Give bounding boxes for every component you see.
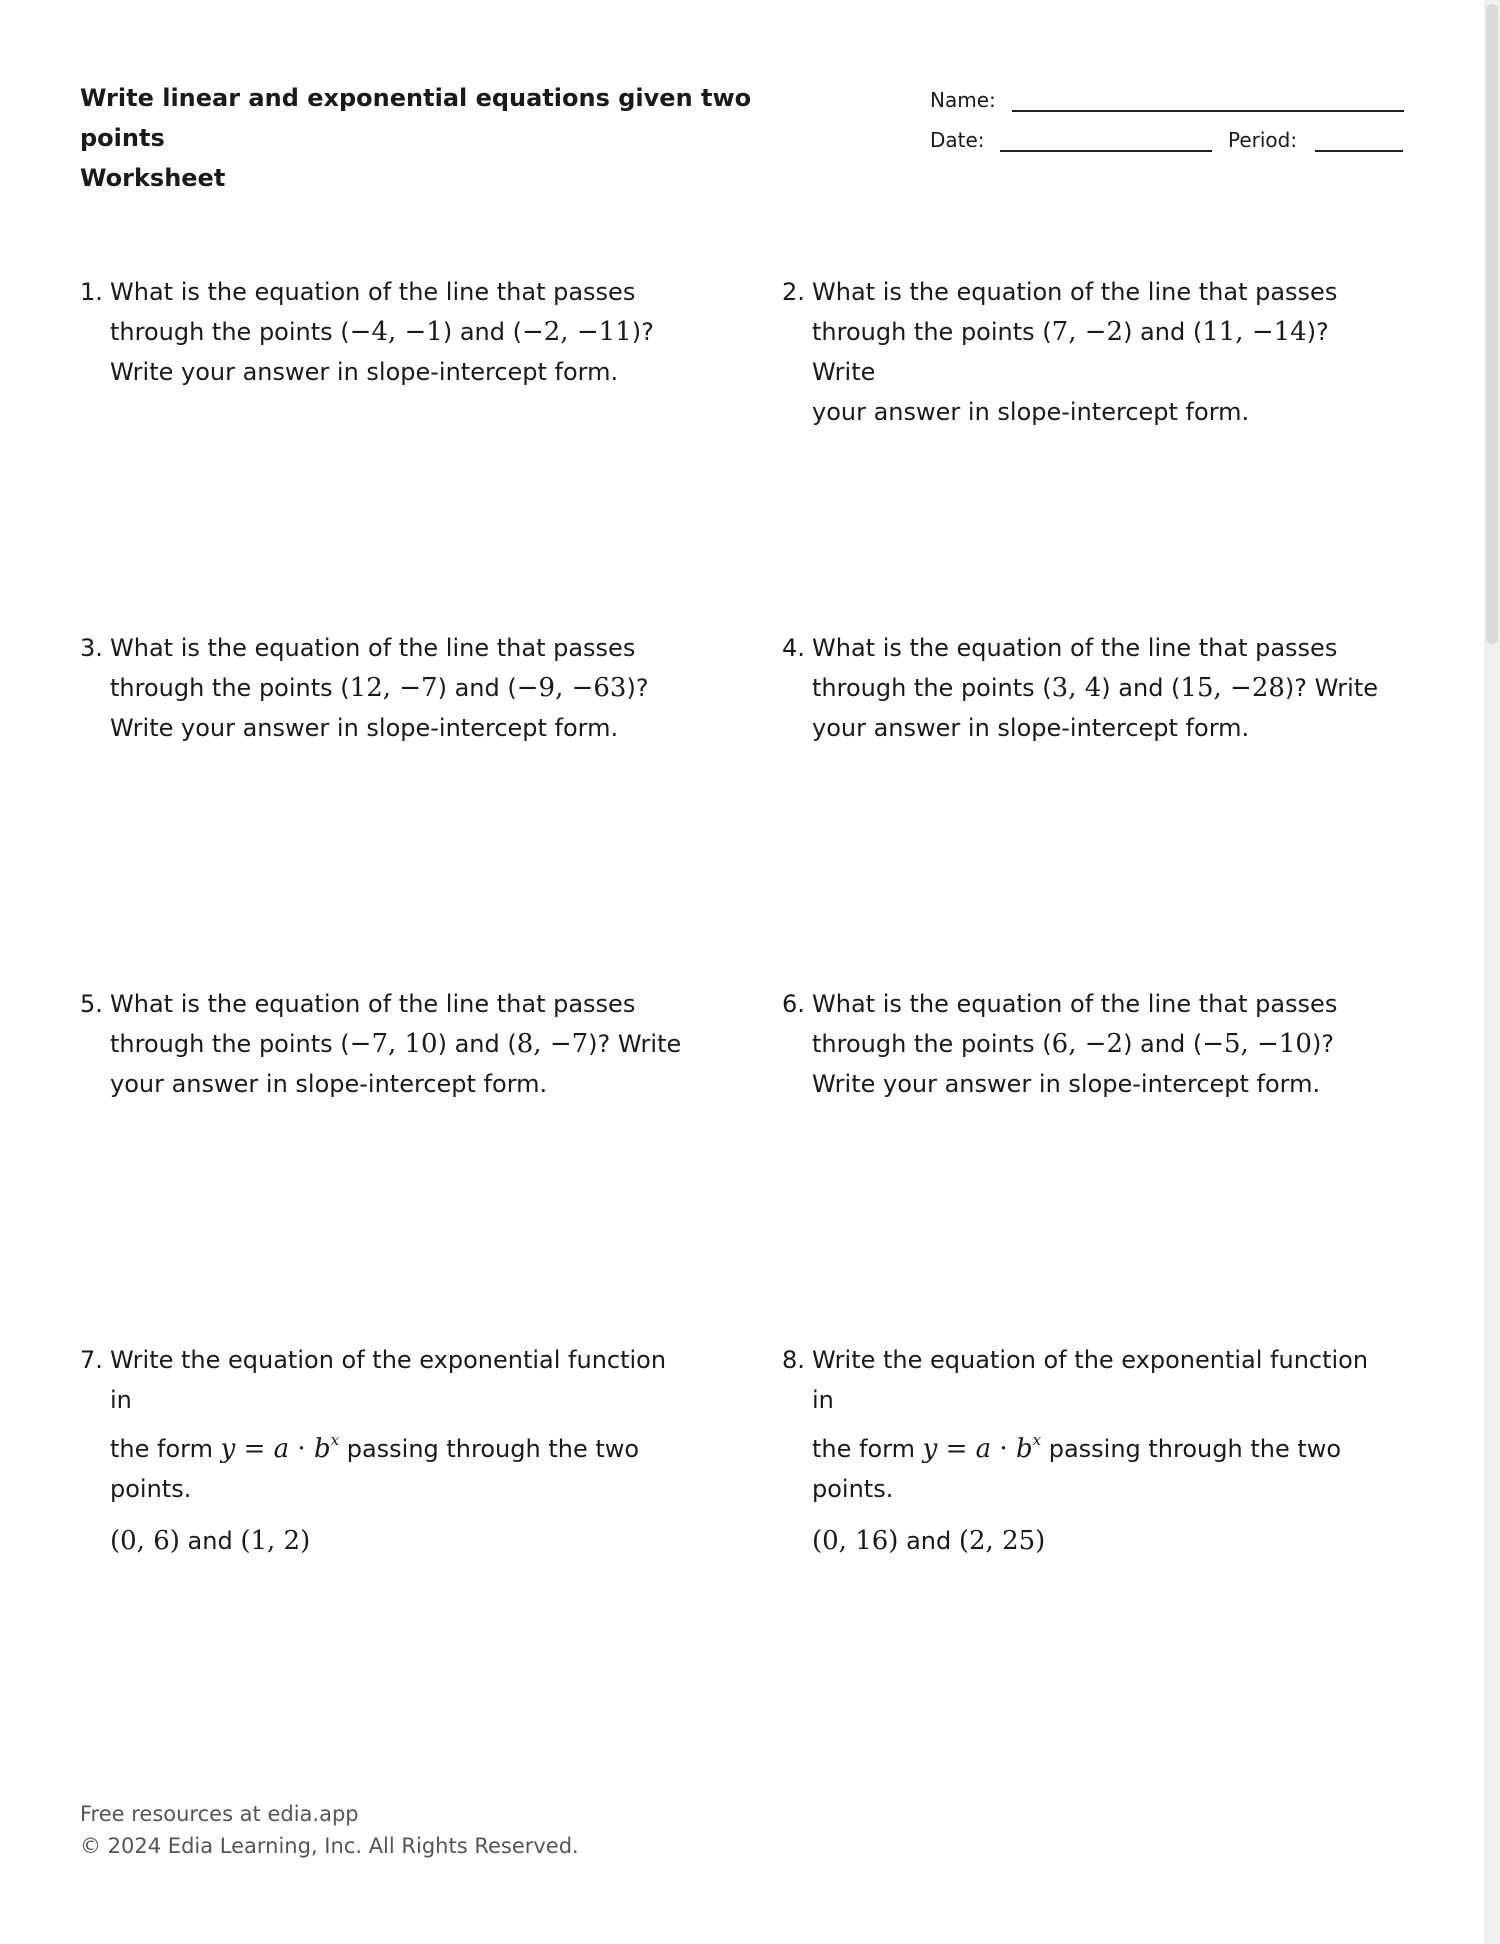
problem-number: 3. <box>80 634 103 662</box>
problem-text: passing through the two <box>1041 1435 1342 1463</box>
problem-text-line: points. <box>110 1475 192 1503</box>
problem-text: the form <box>812 1435 923 1463</box>
math-exponent-x: x <box>1032 1431 1042 1449</box>
problem-8 <box>782 1340 1392 1561</box>
problem-text: through the points ( <box>812 318 1052 346</box>
problem-text: )? Write <box>588 1030 682 1058</box>
point-1: −7, 10 <box>349 1029 438 1059</box>
point-2: (2, 25) <box>958 1526 1046 1556</box>
math-dot: · <box>991 1434 1016 1464</box>
point-1: 7, −2 <box>1051 317 1124 347</box>
problem-4 <box>782 628 1392 748</box>
point-2: −2, −11 <box>521 317 632 347</box>
period-label: Period: <box>1228 128 1298 152</box>
scrollbar-thumb[interactable] <box>1486 4 1498 644</box>
student-info-fields <box>930 86 1408 166</box>
problem-3 <box>80 628 690 748</box>
math-var-y: y <box>922 1434 938 1464</box>
problem-text: )? Write <box>812 318 1329 386</box>
point-1: −4, −1 <box>349 317 443 347</box>
problem-text-line: Write the equation of the exponential function in <box>812 1346 1369 1414</box>
point-1: 6, −2 <box>1051 1029 1124 1059</box>
problem-text-line: What is the equation of the line that passes <box>812 990 1338 1018</box>
math-var-b: b <box>313 1434 331 1464</box>
problem-text: )? <box>1311 1030 1335 1058</box>
problem-5 <box>80 984 690 1104</box>
math-var-a: a <box>273 1434 290 1464</box>
problem-6 <box>782 984 1392 1104</box>
name-field-row <box>930 86 1408 126</box>
point-2: 8, −7 <box>516 1029 589 1059</box>
date-period-row <box>930 126 1408 166</box>
point-1: (0, 16) <box>812 1526 899 1556</box>
name-label: Name: <box>930 88 996 112</box>
math-exponent-x: x <box>330 1431 340 1449</box>
point-2: −5, −10 <box>1202 1029 1312 1059</box>
problem-text: through the points ( <box>110 318 350 346</box>
problem-2 <box>782 272 1392 432</box>
problem-text-line: your answer in slope-intercept form. <box>812 714 1250 742</box>
math-equals: = <box>235 1434 274 1464</box>
problem-number: 1. <box>80 278 103 306</box>
math-var-b: b <box>1015 1434 1033 1464</box>
point-1: 12, −7 <box>349 673 438 703</box>
point-2: 15, −28 <box>1180 673 1285 703</box>
problem-text: )? Write <box>1284 674 1378 702</box>
problem-text-line: What is the equation of the line that passes <box>812 634 1338 662</box>
date-blank[interactable] <box>1000 150 1212 152</box>
date-label: Date: <box>930 128 985 152</box>
problem-number: 2. <box>782 278 805 306</box>
problem-number: 7. <box>80 1346 103 1374</box>
problem-text: ) and ( <box>1101 674 1181 702</box>
problem-text: through the points ( <box>110 1030 350 1058</box>
problem-number: 4. <box>782 634 805 662</box>
point-2: 11, −14 <box>1202 317 1307 347</box>
problem-text: ) and ( <box>1123 1030 1203 1058</box>
problem-text: through the points ( <box>812 674 1052 702</box>
math-dot: · <box>289 1434 314 1464</box>
title-line-2: Worksheet <box>80 164 226 192</box>
problem-text-line: Write the equation of the exponential function in <box>110 1346 667 1414</box>
problem-text-line: points. <box>812 1475 894 1503</box>
footer-copyright: © 2024 Edia Learning, Inc. All Rights Reserved. <box>80 1834 579 1858</box>
problem-text-line: Write your answer in slope-intercept form. <box>110 358 619 386</box>
problem-number: 8. <box>782 1346 805 1374</box>
problem-text: passing through the two <box>339 1435 640 1463</box>
problem-text: through the points ( <box>110 674 350 702</box>
math-var-y: y <box>220 1434 236 1464</box>
problem-text-line: What is the equation of the line that passes <box>110 634 636 662</box>
problem-text: )? <box>626 674 649 702</box>
problem-7 <box>80 1340 690 1561</box>
title-line-1: Write linear and exponential equations given two points <box>80 84 752 152</box>
point-2: (1, 2) <box>240 1526 311 1556</box>
problem-text: the form <box>110 1435 221 1463</box>
footer <box>80 1798 579 1862</box>
worksheet-title <box>80 78 840 198</box>
problem-text: ) and ( <box>1123 318 1203 346</box>
problem-text: and <box>179 1527 241 1555</box>
problem-text: ) and ( <box>437 1030 517 1058</box>
problem-text: ) and ( <box>437 674 517 702</box>
problem-text-line: What is the equation of the line that passes <box>812 278 1338 306</box>
problem-text: ) and ( <box>442 318 522 346</box>
problem-number: 5. <box>80 990 103 1018</box>
problem-text: )? <box>631 318 654 346</box>
problem-text-line: What is the equation of the line that passes <box>110 990 636 1018</box>
math-var-a: a <box>975 1434 992 1464</box>
math-equals: = <box>937 1434 976 1464</box>
point-2: −9, −63 <box>516 673 627 703</box>
problem-text: and <box>898 1527 959 1555</box>
point-1: 3, 4 <box>1051 673 1102 703</box>
point-1: (0, 6) <box>110 1526 180 1556</box>
problem-text-line: What is the equation of the line that passes <box>110 278 636 306</box>
problem-1 <box>80 272 690 392</box>
footer-resources: Free resources at edia.app <box>80 1802 359 1826</box>
problem-text-line: your answer in slope-intercept form. <box>110 1070 548 1098</box>
period-blank[interactable] <box>1315 150 1403 152</box>
name-blank[interactable] <box>1012 110 1404 112</box>
problem-number: 6. <box>782 990 805 1018</box>
problem-text-line: Write your answer in slope-intercept form. <box>812 1070 1321 1098</box>
problem-text-line: your answer in slope-intercept form. <box>812 398 1250 426</box>
problem-text: through the points ( <box>812 1030 1052 1058</box>
problem-text-line: Write your answer in slope-intercept form. <box>110 714 619 742</box>
